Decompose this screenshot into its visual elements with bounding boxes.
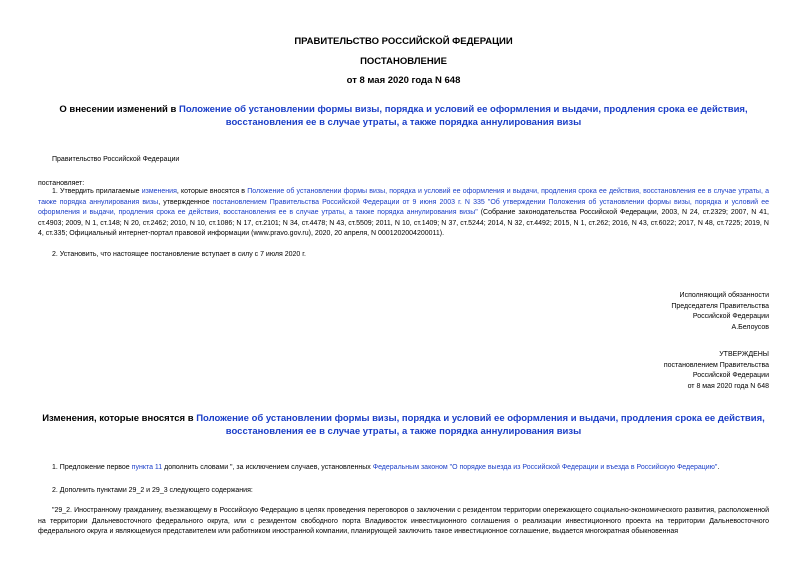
c1-text-b: дополнить словами ", за исключением случаев, установленных — [162, 464, 373, 471]
p1-text-c: , утвержденное — [158, 198, 213, 206]
p1-link-regulation[interactable]: Положение об установлении формы визы, порядка и условий ее оформления и выдачи, продления срока ее действия, восстановления ее в случае утраты, а также порядка аннулирования визы — [38, 188, 769, 206]
approval-line-4: от 8 мая 2020 года N 648 — [687, 382, 769, 390]
signature-line-1: Исполняющий обязанности — [679, 292, 769, 299]
c1-text-a: 1. Предложение первое — [52, 464, 132, 471]
c1-link-law[interactable]: Федеральным законом "О порядке выезда из Российской Федерации и въезда в Российскую Федерацию" — [372, 464, 718, 471]
p1-link-changes[interactable]: изменения — [141, 188, 177, 195]
change-1 — [52, 463, 719, 474]
p1-text-d: (Собрание законодательства Российской Федерации, 2003, N 24, ст.2329; 2007, N 41, ст.4903; 2009, N 1, ст.148; N 20, ст.2462; 2010, N 10, ст.1086; N 17, ст.2101; N 34, ст.4478; N 43, ст.5509; 2011, N 10, ст.1409; N 37, ст.5244; 2014, N 32, ст.4492; 2015, N 1, ст.262; 2016, N 43, ст.6022; 2017, N 48, ст.7225; 2019, N 4, ст.335; Официальный интернет-портал правовой информации (www.pravo.gov.ru), 2020, 20 апреля, N 0001202004200011). — [38, 209, 770, 237]
approval-line-1: УТВЕРЖДЕНЫ — [719, 351, 769, 358]
paragraph-1 — [38, 187, 769, 240]
title-prefix: О внесении изменений в — [59, 104, 179, 115]
decides-text: постановляет: — [38, 180, 85, 187]
document-type: ПОСТАНОВЛЕНИЕ — [360, 56, 447, 67]
p1-text-b: , которые вносятся в — [176, 188, 248, 195]
c1-link-clause[interactable]: пункта 11 — [131, 464, 163, 471]
document-date: от 8 мая 2020 года N 648 — [346, 75, 461, 86]
government-name: ПРАВИТЕЛЬСТВО РОССИЙСКОЙ ФЕДЕРАЦИИ — [294, 36, 513, 47]
approval-line-3: Российской Федерации — [692, 372, 769, 379]
signature-block — [671, 291, 769, 333]
change-2: 2. Дополнить пунктами 29_2 и 29_3 следующего содержания: — [52, 487, 253, 494]
changes-title-prefix: Изменения, которые вносятся в — [42, 413, 197, 424]
approval-line-2: постановлением Правительства — [663, 361, 769, 369]
approval-block — [664, 350, 769, 392]
changes-title-link[interactable]: Положение об установлении формы визы, порядка и условий ее оформления и выдачи, продления срока ее действия, восстановления ее в случае утраты, а также порядка аннулирования визы — [196, 413, 765, 437]
c1-text-c: . — [717, 464, 720, 471]
p1-text-a: 1. Утвердить прилагаемые — [52, 188, 142, 195]
government-name-text: Правительство Российской Федерации — [52, 156, 180, 163]
paragraph-2: 2. Установить, что настоящее постановление вступает в силу с 7 июля 2020 г. — [52, 251, 306, 258]
change-3: "29_2. Иностранному гражданину, въезжающему в Российскую Федерацию в целях проведения переговоров о заключении с резидентом территории опережающего социально-экономического развития, расположенной на территории Дальневосточного федерального округа, или с резидентом свободного порта Владивосток инвестиционного соглашения о реализации инвестиционного проекта на территории Дальневосточного федерального округа и являющемуся представителем или работником иностранной компании, планирующей заключить такое инвестиционное соглашение, выдается многократная обыкновенная — [38, 507, 769, 535]
signature-line-3: Российской Федерации — [692, 313, 769, 320]
p1-link-resolution[interactable]: постановлением Правительства Российской Федерации от 9 июня 2003 г. N 335 "Об утверждении Положения об установлении формы визы, порядка и условий ее оформления и выдачи, продления срока ее действия, восстановления ее в случае утраты, а также порядка аннулирования визы" — [38, 198, 769, 216]
title-link[interactable]: Положение об установлении формы визы, порядка и условий ее оформления и выдачи, продления срока ее действия, восстановления ее в случае утраты, а также порядка аннулирования визы — [179, 104, 748, 128]
document-title — [38, 104, 769, 129]
signature-name: А.Белоусов — [731, 323, 769, 331]
changes-title — [38, 413, 769, 438]
signature-line-2: Председателя Правительства — [671, 302, 769, 310]
